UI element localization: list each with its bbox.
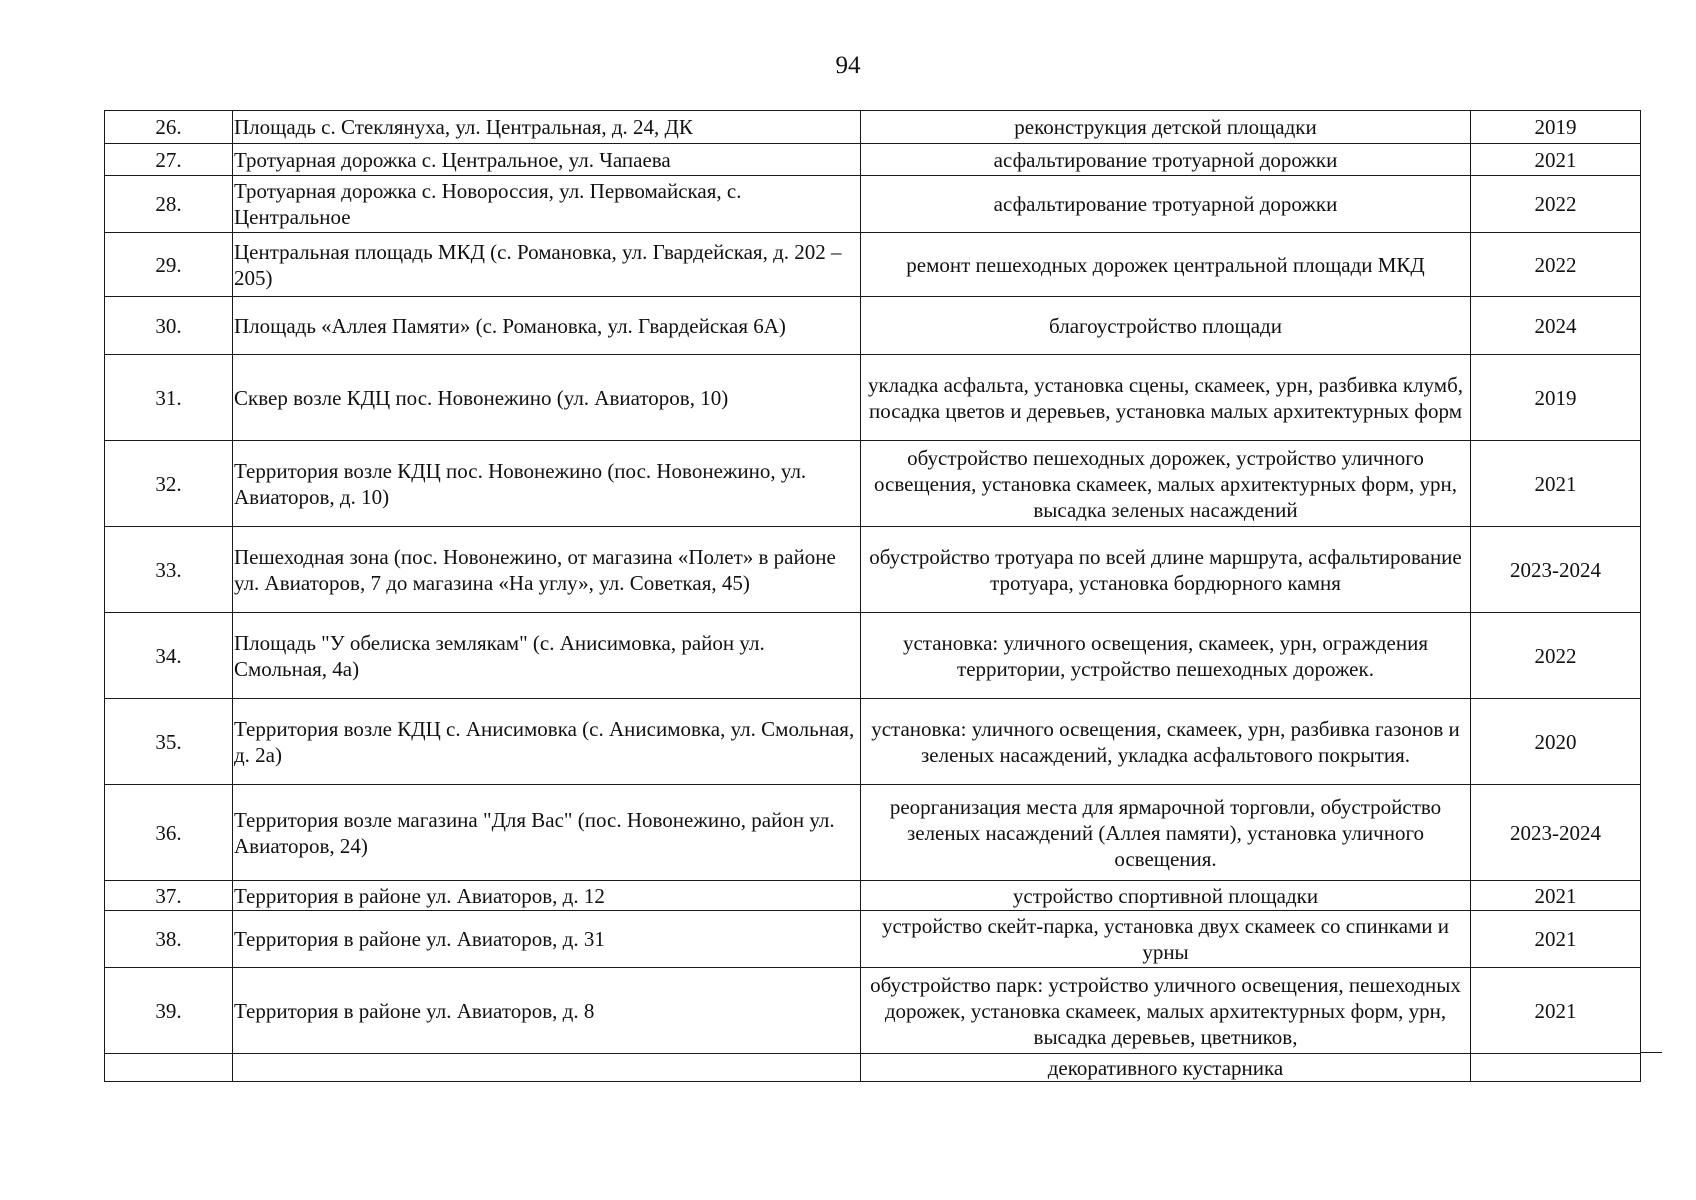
row-number: 39. [105, 968, 233, 1054]
row-number [105, 1054, 233, 1082]
row-number: 29. [105, 233, 233, 297]
year-cell: 2020 [1471, 699, 1641, 785]
location-cell: Сквер возле КДЦ пос. Новонежино (ул. Авиаторов, 10) [233, 355, 861, 441]
row-number: 26. [105, 111, 233, 144]
table-row [105, 355, 1641, 441]
works-cell: устройство скейт-парка, установка двух скамеек со спинками и урны [861, 911, 1471, 968]
works-cell: обустройство парк: устройство уличного освещения, пешеходных дорожек, установка скамеек, малых архитектурных форм, урн, высадка деревьев, цветников, [861, 968, 1471, 1054]
table-row [105, 144, 1641, 176]
works-cell: декоративного кустарника [861, 1054, 1471, 1082]
location-cell: Площадь "У обелиска землякам" (с. Анисимовка, район ул. Смольная, 4а) [233, 613, 861, 699]
works-cell: устройство спортивной площадки [861, 881, 1471, 911]
table-row [105, 297, 1641, 355]
location-cell: Территория в районе ул. Авиаторов, д. 12 [233, 881, 861, 911]
row-number: 30. [105, 297, 233, 355]
year-cell: 2021 [1471, 881, 1641, 911]
location-cell: Тротуарная дорожка с. Новороссия, ул. Первомайская, с. Центральное [233, 176, 861, 233]
row-number: 28. [105, 176, 233, 233]
works-cell: асфальтирование тротуарной дорожки [861, 144, 1471, 176]
location-cell: Территория возле магазина "Для Вас" (пос. Новонежино, район ул. Авиаторов, 24) [233, 785, 861, 881]
location-cell: Территория возле КДЦ пос. Новонежино (пос. Новонежино, ул. Авиаторов, д. 10) [233, 441, 861, 527]
table-row [105, 968, 1641, 1054]
table-row [105, 785, 1641, 881]
page-number: 94 [835, 52, 861, 79]
works-table [104, 110, 1641, 1082]
year-cell: 2022 [1471, 176, 1641, 233]
row-number: 32. [105, 441, 233, 527]
table-row [105, 176, 1641, 233]
works-cell: укладка асфальта, установка сцены, скамеек, урн, разбивка клумб, посадка цветов и деревьев, установка малых архитектурных форм [861, 355, 1471, 441]
year-cell: 2022 [1471, 233, 1641, 297]
works-cell: реорганизация места для ярмарочной торговли, обустройство зеленых насаждений (Аллея памяти), установка уличного освещения. [861, 785, 1471, 881]
location-cell: Пешеходная зона (пос. Новонежино, от магазина «Полет» в районе ул. Авиаторов, 7 до магазина «На углу», ул. Советкая, 45) [233, 527, 861, 613]
row-number: 31. [105, 355, 233, 441]
row-number: 35. [105, 699, 233, 785]
location-cell: Территория в районе ул. Авиаторов, д. 8 [233, 968, 861, 1054]
row-number: 34. [105, 613, 233, 699]
works-cell: ремонт пешеходных дорожек центральной площади МКД [861, 233, 1471, 297]
table-row [105, 881, 1641, 911]
works-cell: реконструкция детской площадки [861, 111, 1471, 144]
row-number: 33. [105, 527, 233, 613]
table-row [105, 233, 1641, 297]
location-cell: Тротуарная дорожка с. Центральное, ул. Чапаева [233, 144, 861, 176]
year-cell: 2021 [1471, 441, 1641, 527]
location-cell: Центральная площадь МКД (с. Романовка, ул. Гвардейская, д. 202 – 205) [233, 233, 861, 297]
table-row [105, 699, 1641, 785]
works-cell: установка: уличного освещения, скамеек, урн, ограждения территории, устройство пешеходных дорожек. [861, 613, 1471, 699]
table-row [105, 527, 1641, 613]
year-cell: 2022 [1471, 613, 1641, 699]
location-cell: Территория в районе ул. Авиаторов, д. 31 [233, 911, 861, 968]
location-cell: Площадь «Аллея Памяти» (с. Романовка, ул. Гвардейская 6А) [233, 297, 861, 355]
location-cell: Площадь с. Стеклянуха, ул. Центральная, д. 24, ДК [233, 111, 861, 144]
works-cell: установка: уличного освещения, скамеек, урн, разбивка газонов и зеленых насаждений, укладка асфальтового покрытия. [861, 699, 1471, 785]
works-cell: асфальтирование тротуарной дорожки [861, 176, 1471, 233]
works-cell: обустройство пешеходных дорожек, устройство уличного освещения, установка скамеек, малых архитектурных форм, урн, высадка зеленых насаждений [861, 441, 1471, 527]
year-cell: 2021 [1471, 968, 1641, 1054]
row-number: 36. [105, 785, 233, 881]
year-cell: 2019 [1471, 355, 1641, 441]
location-cell: Территория возле КДЦ с. Анисимовка (с. Анисимовка, ул. Смольная, д. 2а) [233, 699, 861, 785]
table-row [105, 613, 1641, 699]
table-row [105, 911, 1641, 968]
works-cell: благоустройство площади [861, 297, 1471, 355]
table-row [105, 1054, 1641, 1082]
year-cell: 2023-2024 [1471, 527, 1641, 613]
table-edge-line [1640, 1052, 1662, 1053]
row-number: 37. [105, 881, 233, 911]
row-number: 27. [105, 144, 233, 176]
year-cell: 2021 [1471, 144, 1641, 176]
year-cell: 2024 [1471, 297, 1641, 355]
year-cell: 2019 [1471, 111, 1641, 144]
year-cell: 2021 [1471, 911, 1641, 968]
year-cell: 2023-2024 [1471, 785, 1641, 881]
row-number: 38. [105, 911, 233, 968]
table-row [105, 111, 1641, 144]
table-row [105, 441, 1641, 527]
year-cell [1471, 1054, 1641, 1082]
works-cell: обустройство тротуара по всей длине маршрута, асфальтирование тротуара, установка бордюрного камня [861, 527, 1471, 613]
location-cell [233, 1054, 861, 1082]
